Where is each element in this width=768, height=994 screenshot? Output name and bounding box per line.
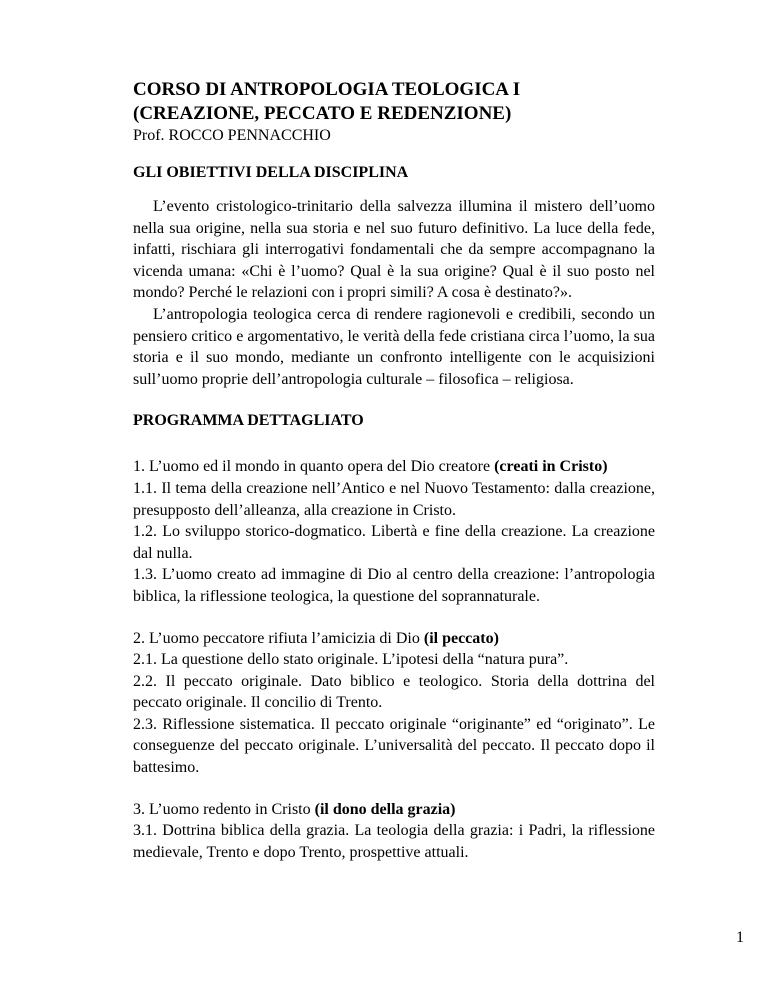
section-3-bold: (il dono della grazia) (314, 800, 456, 818)
section-1-item-2: 1.2. Lo sviluppo storico-dogmatico. Libertà e fine della creazione. La creazione dal nulla. (133, 523, 655, 562)
section-1-item-1: 1.1. Il tema della creazione nell’Antico e nel Nuovo Testamento: dalla creazione, presupposto dell’alleanza, alla creazione in Cristo. (133, 479, 655, 519)
section-1-bold: (creati in Cristo) (494, 458, 608, 476)
section-2-item-1: 2.1. La questione dello stato originale. L’ipotesi della “natura pura”. (133, 651, 569, 669)
program-heading: PROGRAMMA DETTAGLIATO (133, 412, 364, 430)
section-1-intro: 1. L’uomo ed il mondo in quanto opera del Dio creatore (133, 458, 495, 476)
title-line-2: (CREAZIONE, PECCATO E REDENZIONE) (133, 103, 512, 124)
section-3-title (133, 799, 655, 821)
section-2-intro: 2. L’uomo peccatore rifiuta l’amicizia di Dio (133, 629, 424, 647)
objectives-heading: GLI OBIETTIVI DELLA DISCIPLINA (133, 164, 409, 181)
section-1-item-3: 1.3. L’uomo creato ad immagine di Dio al centro della creazione: l’antropologia biblica, la riflessione teologica, la questione del soprannaturale. (133, 566, 655, 605)
program-section-1 (133, 456, 655, 607)
title-line-1: CORSO DI ANTROPOLOGIA TEOLOGICA I (133, 79, 521, 100)
section-3-item-1: 3.1. Dottrina biblica della grazia. La teologia della grazia: i Padri, la riflessione medievale, Trento e dopo Trento, prospettive attuali. (133, 822, 655, 861)
objectives-paragraph-1: L’evento cristologico-trinitario della salvezza illumina il mistero dell’uomo nella sua origine, nella sua storia e nel suo futuro definitivo. La luce della fede, infatti, rischiara gli interrogativi fondamentali che da sempre accompagnano la vicenda umana: «Chi è l’uomo? Qual è la sua origine? Qual è il suo posto nel mondo? Perché le relazioni con i propri simili? A cosa è destinato?». (133, 198, 655, 302)
document-title (133, 78, 655, 126)
document-page (133, 78, 655, 863)
objectives-paragraph-2: L’antropologia teologica cerca di rendere ragionevoli e credibili, secondo un pensiero critico e argomentativo, le verità della fede cristiana circa l’uomo, la sua storia e il suo mondo, mediante un confronto intelligente con le acquisizioni sull’uomo proprie dell’antropologia culturale – filosofica – religiosa. (133, 305, 655, 388)
section-3-intro: 3. L’uomo redento in Cristo (133, 800, 315, 818)
author-name: Prof. ROCCO PENNACCHIO (133, 127, 331, 144)
section-1-title (133, 456, 655, 478)
program-section-3 (133, 799, 655, 864)
section-2-bold: (il peccato) (423, 629, 499, 647)
section-2-title (133, 628, 655, 650)
page-number: 1 (736, 929, 744, 946)
program-section-2 (133, 628, 655, 779)
section-2-item-2: 2.2. Il peccato originale. Dato biblico e teologico. Storia della dottrina del peccato originale. Il concilio di Trento. (133, 672, 655, 712)
section-2-item-3: 2.3. Riflessione sistematica. Il peccato originale “originante” ed “originato”. Le conseguenze del peccato originale. L’universalità del peccato. Il peccato dopo il battesimo. (133, 715, 655, 777)
